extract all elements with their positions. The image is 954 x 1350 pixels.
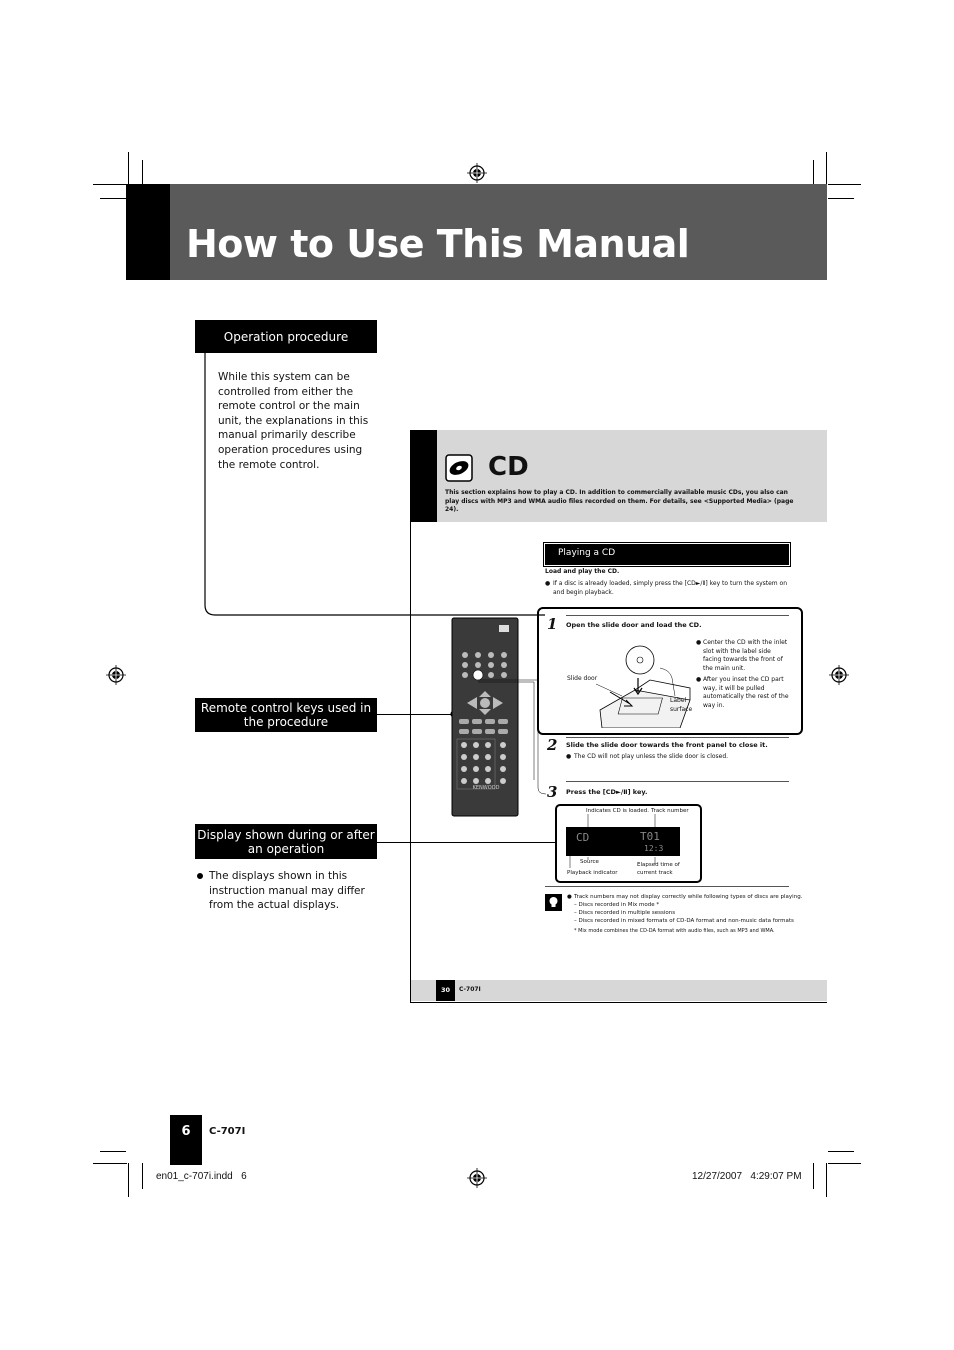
registration-mark-icon: [829, 665, 849, 685]
sample-subsection-header: [545, 544, 789, 565]
label-playback-indicator: Playback indicator: [567, 870, 618, 876]
divider: [566, 737, 789, 738]
label-slide-door: Slide door: [567, 675, 598, 682]
bullet-icon: ●: [696, 676, 702, 683]
divider: [545, 886, 789, 887]
page-title: How to Use This Manual: [186, 222, 690, 266]
tip-line: – Discs recorded in multiple sessions: [574, 910, 676, 916]
crop-mark: [813, 160, 814, 186]
cd-loading-illustration: [560, 640, 695, 728]
sample-section-accent: [410, 430, 437, 522]
bullet-icon: ●: [545, 580, 551, 587]
callout-operation-procedure: Operation procedure: [195, 320, 377, 353]
step-2-text: Slide the slide door towards the front panel to close it.: [566, 741, 768, 749]
crop-mark: [142, 1163, 143, 1189]
crop-mark: [142, 160, 143, 186]
callout-operation-text: While this system can be controlled from either the remote control or the main unit, the explanations in this manual primarily describe operation procedures using the remote control.: [218, 371, 369, 471]
sample-intro: This section explains how to play a CD. In addition to commercially available music CDs, you also can play discs with MP3 and WMA audio files recorded on them. For details, see <Supported Media> (page 24).: [445, 489, 794, 513]
step-1-bullet: After you inset the CD part way, it will be pulled automatically the rest of the way in.: [703, 676, 789, 709]
label-elapsed-time: Elapsed time of current track: [637, 862, 680, 876]
bullet-icon: ●: [696, 639, 702, 646]
sample-subsection-title: Playing a CD: [558, 548, 616, 558]
page-number: 6: [181, 1124, 191, 1139]
lcd-track: T01: [640, 830, 660, 843]
file-info: en01_c-707i.indd 6: [156, 1171, 247, 1182]
step-3-number: 3: [547, 783, 558, 801]
step-3-text: Press the [CD►/Ⅱ] key.: [566, 788, 648, 796]
crop-mark: [826, 1163, 827, 1197]
label-source: Source: [580, 859, 599, 865]
label-track-number: Track number: [651, 808, 689, 814]
divider: [566, 781, 789, 782]
step-2-number: 2: [547, 736, 558, 754]
registration-mark-icon: [106, 665, 126, 685]
lcd-source: CD: [576, 831, 590, 844]
sample-lead-bullet: If a disc is already loaded, simply press the [CD►/Ⅱ] key to turn the system on and begin playback.: [553, 580, 788, 596]
sample-page-border: [410, 1002, 827, 1003]
crop-mark: [100, 198, 126, 199]
sample-footer-model: C-707I: [459, 986, 481, 993]
lightbulb-icon: [545, 894, 562, 911]
title-band-accent: [126, 184, 170, 280]
timestamp: 12/27/2007 4:29:07 PM: [692, 1171, 802, 1182]
sample-footer-page: 30: [436, 980, 455, 1001]
tip-line: – Discs recorded in Mix mode *: [574, 902, 660, 908]
label-cd-loaded: Indicates CD is loaded.: [586, 808, 650, 814]
step-1-text: Open the slide door and load the CD.: [566, 621, 702, 629]
callout-display-shown: Display shown during or after an operation: [195, 824, 377, 859]
footer-model: C-707I: [209, 1126, 246, 1137]
lcd-time: 12:3: [644, 844, 664, 853]
registration-mark-icon: [467, 163, 487, 183]
divider: [566, 615, 789, 616]
remote-connector-line: [476, 660, 556, 800]
bullet-icon: ●: [567, 894, 572, 900]
crop-mark: [828, 1151, 854, 1152]
crop-mark: [828, 184, 861, 185]
tip-footnote: * Mix mode combines the CD-DA format with audio files, such as MP3 and WMA.: [574, 928, 775, 934]
tip-line: – Discs recorded in mixed formats of CD-DA format and non-music data formats: [574, 918, 794, 924]
sample-page-border: [410, 522, 411, 1002]
step-2-bullet: The CD will not play unless the slide door is closed.: [574, 753, 729, 760]
callout-display-note: The displays shown in this instruction manual may differ from the actual displays.: [209, 870, 365, 912]
crop-mark: [100, 1151, 126, 1152]
sample-lead: Load and play the CD.: [545, 568, 620, 575]
step-1-bullet: Center the CD with the inlet slot with the label side facing towards the front of the main unit.: [703, 639, 788, 672]
sample-section-title: CD: [488, 452, 529, 482]
bullet-icon: ●: [566, 753, 572, 760]
cd-section-icon: [445, 454, 473, 482]
crop-mark: [813, 1163, 814, 1189]
tip-line: Track numbers may not display correctly while following types of discs are playing.: [574, 894, 803, 900]
crop-mark: [93, 1163, 127, 1164]
registration-mark-icon: [467, 1168, 487, 1188]
crop-mark: [828, 198, 854, 199]
page-number-tab: [170, 1115, 202, 1165]
remote-brand: KENWOOD: [472, 785, 500, 791]
crop-mark: [128, 152, 129, 186]
crop-mark: [826, 152, 827, 186]
crop-mark: [128, 1163, 129, 1197]
crop-mark: [828, 1163, 861, 1164]
connector-line: [377, 714, 453, 715]
callout-remote-keys: Remote control keys used in the procedure: [195, 698, 377, 732]
crop-mark: [93, 184, 127, 185]
label-label-surface: Label surface: [670, 697, 693, 713]
connector-line: [377, 842, 555, 843]
bullet-icon: [196, 872, 204, 880]
step-1-number: 1: [547, 615, 558, 633]
